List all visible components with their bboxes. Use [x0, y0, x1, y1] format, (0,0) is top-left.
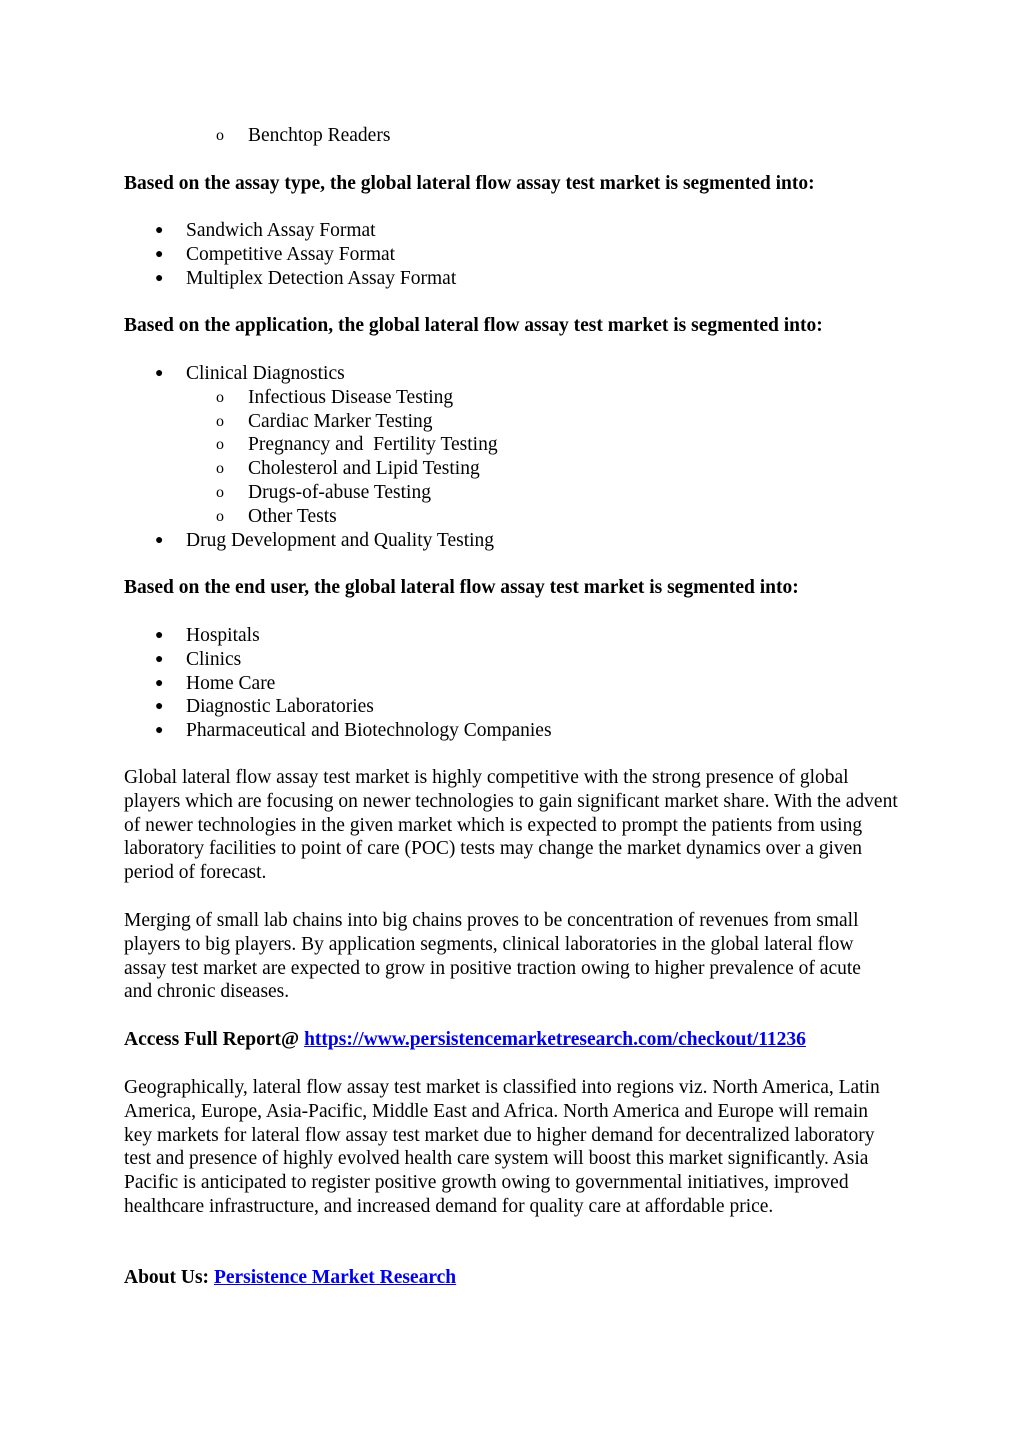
- report-link[interactable]: https://www.persistencemarketresearch.com/checkout/11236: [304, 1029, 806, 1050]
- application-heading: Based on the application, the global lateral flow assay test market is segmented into:: [124, 315, 823, 336]
- bullet-icon: ●: [155, 699, 164, 715]
- application-list: [0, 362, 1023, 552]
- list-item: ● Multiplex Detection Assay Format: [155, 267, 457, 289]
- list-item: ● Clinical Diagnostics: [155, 363, 345, 384]
- list-item: ● Home Care: [155, 672, 276, 694]
- bullet-icon: ●: [155, 270, 164, 286]
- assay-type-heading: Based on the assay type, the global lateral flow assay test market is segmented into:: [124, 173, 815, 194]
- bullet-icon: ●: [155, 628, 164, 643]
- list-item: o Benchtop Readers: [216, 125, 391, 146]
- circle-bullet-icon: o: [216, 507, 224, 525]
- circle-bullet-icon: o: [216, 412, 224, 430]
- geography-paragraph: Geographically, lateral flow assay test market is classified into regions viz. North America, Latin America, Europe, Asia-Pacific, Middle East and Africa. North America and Europe will remain key markets for lateral flow assay test market due to higher demand for decentralized laboratory test and presence of highly evolved health care system will boost this market significantly. Asia Pacific is anticipated to register positive growth owing to governmental initiatives, improved healthcare infrastructure, and increased demand for quality care at affordable price.: [124, 1077, 880, 1217]
- competition-paragraph: Global lateral flow assay test market is highly competitive with the strong presence of global players which are focusing on newer technologies to gain significant market share. With the advent of newer technologies in the given market which is expected to prompt the patients from using laboratory facilities to point of care (POC) tests may change the market dynamics over a given period of forecast.: [124, 767, 898, 884]
- bullet-icon: ●: [155, 651, 164, 667]
- list-item: o Cardiac Marker Testing: [216, 410, 433, 432]
- bullet-icon: ●: [155, 366, 164, 381]
- circle-bullet-icon: o: [216, 127, 224, 144]
- list-item: ● Competitive Assay Format: [155, 243, 396, 265]
- list-item: o Infectious Disease Testing: [216, 386, 454, 408]
- bullet-icon: ●: [155, 246, 164, 262]
- list-item: ● Diagnostic Laboratories: [155, 696, 374, 718]
- end-user-heading: Based on the end user, the global lateral flow assay test market is segmented into:: [124, 577, 799, 598]
- about-us-label: About Us:: [124, 1267, 210, 1288]
- merging-paragraph: Merging of small lab chains into big chains proves to be concentration of revenues from small players to big players. By application segments, clinical laboratories in the global lateral flow assay test market are expected to grow in positive traction owing to higher prevalence of acute and chronic diseases.: [124, 910, 861, 1003]
- circle-bullet-icon: o: [216, 460, 224, 478]
- list-item: o Pregnancy and Fertility Testing: [216, 434, 498, 456]
- assay-type-list: [0, 219, 1023, 290]
- circle-bullet-icon: o: [216, 436, 224, 454]
- top-sublist: [0, 124, 1023, 148]
- bullet-icon: ●: [155, 532, 164, 548]
- list-item: ● Hospitals: [155, 625, 260, 646]
- bullet-icon: ●: [155, 675, 164, 691]
- list-item: ● Drug Development and Quality Testing: [155, 529, 495, 551]
- list-item: ● Clinics: [155, 648, 242, 670]
- bullet-icon: ●: [155, 723, 164, 739]
- list-item: o Drugs-of-abuse Testing: [216, 481, 431, 503]
- company-link[interactable]: Persistence Market Research: [213, 1267, 457, 1288]
- circle-bullet-icon: o: [216, 483, 224, 501]
- access-report-label: Access Full Report@: [124, 1029, 300, 1050]
- list-item: o Other Tests: [216, 505, 337, 527]
- list-item: ● Pharmaceutical and Biotechnology Companies: [155, 720, 552, 742]
- end-user-list: [0, 624, 1023, 743]
- list-item: o Cholesterol and Lipid Testing: [216, 458, 480, 480]
- access-report-line: [124, 1028, 904, 1052]
- bullet-icon: ●: [155, 223, 164, 238]
- about-us-line: [124, 1266, 904, 1290]
- circle-bullet-icon: o: [216, 388, 224, 406]
- list-item: ● Sandwich Assay Format: [155, 220, 376, 241]
